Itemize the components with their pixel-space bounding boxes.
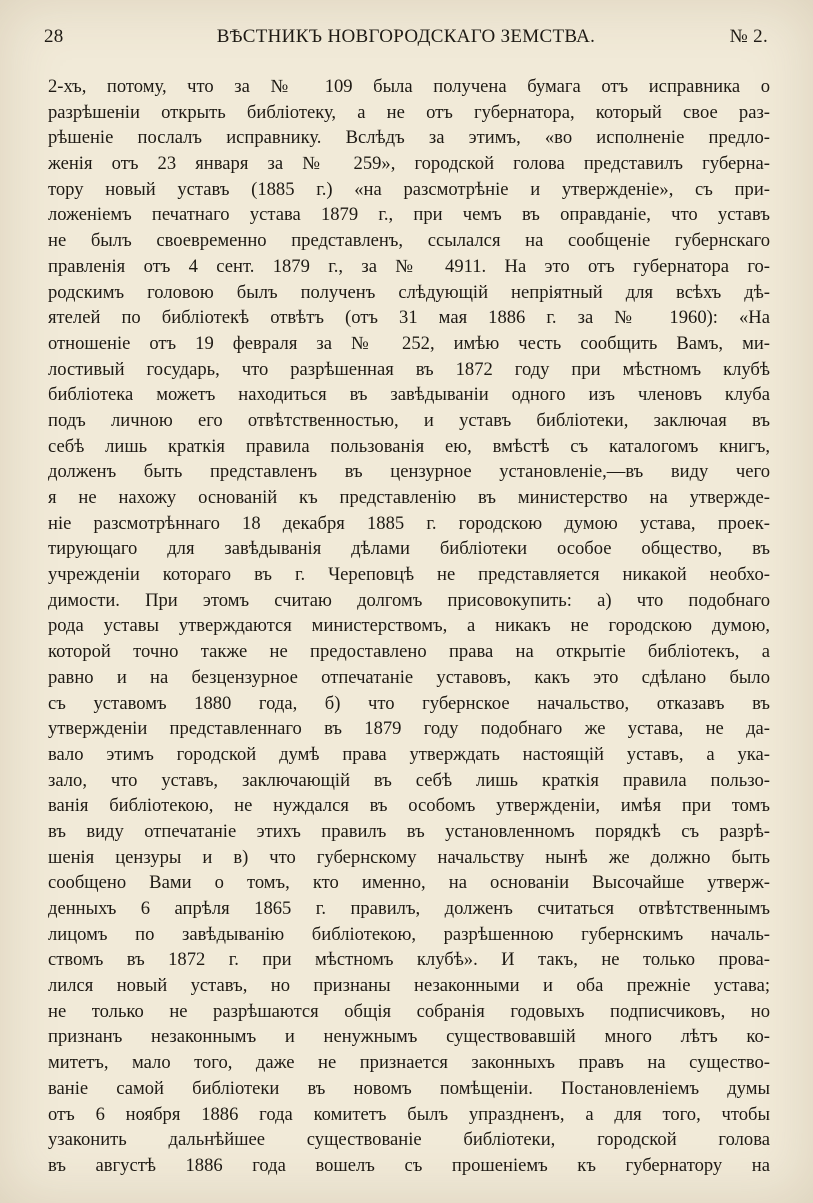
text-line: ятелей по библіотекѣ отвѣтъ (отъ 31 мая 1886 г. за № 1960): «На [48, 307, 770, 329]
text-line: денныхъ 6 апрѣля 1865 г. правилъ, долженъ считаться отвѣтственнымъ [48, 898, 770, 919]
text-line: шенія цензуры и в) что губернскому начальству нынѣ же должно быть [48, 846, 770, 868]
text-line: сообщено Вами о томъ, кто именно, на основаніи Высочайше утверж- [48, 872, 770, 894]
text-line: я не нахожу основаній къ представленію въ министерство на утвержде- [48, 487, 770, 508]
text-line: учрежденіи котораго въ г. Череповцѣ не представляется никакой необхо- [48, 564, 770, 586]
text-line: разрѣшеніи открыть библіотеку, а не отъ губернатора, который свое раз- [48, 101, 770, 123]
text-line: отношеніе отъ 19 февраля за № 252, имѣю честь сообщить Вамъ, ми- [48, 332, 770, 354]
text-line: равно и на безцензурное отпечатаніе уставовъ, какъ это сдѣлано было [48, 666, 770, 688]
text-line: димости. При этомъ считаю долгомъ присовокупить: а) что подобнаго [48, 589, 770, 611]
text-line: признанъ незаконнымъ и ненужнымъ существовавшій много лѣтъ ко- [48, 1026, 770, 1048]
text-line: утвержденіи представленнаго въ 1879 году подобнаго же устава, не да- [48, 718, 770, 740]
text-line: тирующаго для завѣдыванія дѣлами библіотеки особое общество, въ [48, 538, 770, 560]
page-header [44, 22, 768, 52]
running-title: ВѢСТНИКЪ НОВГОРОДСКАГО ЗЕМСТВА. [216, 26, 596, 47]
text-line: отъ 6 ноября 1886 года комитетъ былъ упраздненъ, а для того, чтобы [48, 1103, 770, 1125]
text-line: въ августѣ 1886 года вошелъ съ прошеніемъ къ губернатору на [48, 1154, 770, 1176]
body-text [48, 74, 770, 1179]
text-line: которой точно также не предоставлено права на открытіе библіотекъ, а [48, 641, 770, 663]
text-line: 2-хъ, потому, что за № 109 была получена бумага отъ исправника о [48, 76, 770, 97]
text-line: въ виду отпечатаніе этихъ правилъ въ установленномъ порядкѣ съ разрѣ- [48, 820, 770, 842]
text-line: себѣ лишь краткія правила пользованія ею, вмѣстѣ съ каталогомъ книгъ, [48, 435, 770, 457]
text-line: долженъ быть представленъ въ цензурное установленіе,—въ виду чего [48, 461, 770, 483]
text-line: лился новый уставъ, но признаны незаконными и оба прежніе устава; [48, 975, 770, 997]
text-line: зало, что уставъ, заключающій въ себѣ лишь краткія правила пользо- [48, 769, 770, 791]
text-line: вало этимъ городской думѣ права утверждать настоящій уставъ, а ука- [48, 743, 770, 765]
text-line: подъ личною его отвѣтственностью, и уставъ библіотеки, заключая въ [48, 409, 770, 431]
text-line: ніе разсмотрѣннаго 18 декабря 1885 г. городскою думою устава, проек- [48, 512, 770, 534]
text-line: рода уставы утверждаются министерствомъ, а никакъ не городскою думою, [48, 615, 770, 637]
issue-number: № 2. [729, 26, 768, 47]
text-line: родскимъ головою былъ полученъ слѣдующій непріятный для всѣхъ дѣ- [48, 281, 770, 303]
text-line: митетъ, мало того, даже не признается законныхъ правъ на существо- [48, 1052, 770, 1074]
text-line: библіотека можетъ находиться въ завѣдываніи одного изъ членовъ клуба [48, 384, 770, 406]
text-line: ложеніемъ печатнаго устава 1879 г., при чемъ въ оправданіе, что уставъ [48, 204, 770, 226]
text-line: ваніе самой библіотеки въ новомъ помѣщеніи. Постановленіемъ думы [48, 1077, 770, 1099]
page-number: 28 [44, 26, 64, 47]
text-line: узаконить дальнѣйшее существованіе библіотеки, городской голова [48, 1129, 770, 1151]
text-line: женія отъ 23 января за № 259», городской голова представилъ губерна- [48, 153, 770, 175]
text-line: тору новый уставъ (1885 г.) «на разсмотрѣніе и утвержденіе», съ при- [48, 178, 770, 200]
text-line: не былъ своевременно представленъ, ссылался на сообщеніе губернскаго [48, 230, 770, 252]
text-line: не только не разрѣшаются общія собранія годовыхъ подписчиковъ, но [48, 1000, 770, 1022]
text-line: лицомъ по завѣдыванію библіотекою, разрѣшенною губернскимъ началь- [48, 923, 770, 945]
text-line: ванія библіотекою, не нуждался въ особомъ утвержденіи, имѣя при томъ [48, 795, 770, 817]
text-line: ствомъ въ 1872 г. при мѣстномъ клубѣ». И такъ, не только прова- [48, 949, 770, 971]
text-line: съ уставомъ 1880 года, б) что губернское начальство, отказавъ въ [48, 692, 770, 714]
text-line: правленія отъ 4 сент. 1879 г., за № 4911. На это отъ губернатора го- [48, 255, 770, 277]
text-line: рѣшеніе послалъ исправнику. Вслѣдъ за этимъ, «во исполненіе предло- [48, 127, 770, 149]
text-line: лостивый государь, что разрѣшенная въ 1872 году при мѣстномъ клубѣ [48, 358, 770, 380]
